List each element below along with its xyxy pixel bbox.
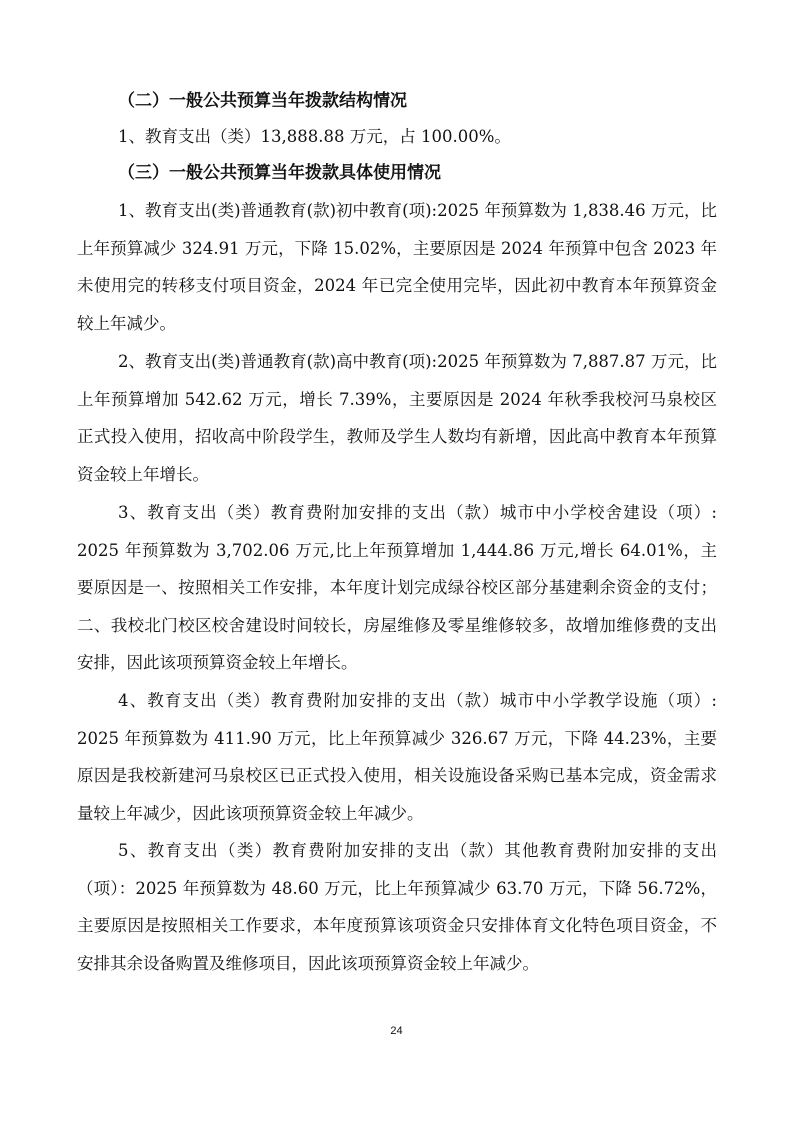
paragraph-senior-high-education: 2、教育支出(类)普通教育(款)高中教育(项):2025 年预算数为 7,887.87 万元，比上年预算增加 542.62 万元，增长 7.39%，主要原因是 2024 年秋季我校河马泉校区正式投入使用，招收高中阶段学生，教师及学生人数均有新增，因此高中教育本年预算资金较上年增长。 [77, 352, 717, 484]
page-number: 24 [390, 1025, 403, 1037]
paragraph-other-education-surcharge: 5、教育支出（类）教育费附加安排的支出（款）其他教育费附加安排的支出（项）：2025 年预算数为 48.60 万元，比上年预算减少 63.70 万元，下降 56.72%，主要原因是按照相关工作要求，本年度预算该项资金只安排体育文化特色项目资金，不安排其余设备购置及维修项目，因此该项预算资金较上年减少。 [77, 841, 717, 973]
paragraph-school-building-construction: 3、教育支出（类）教育费附加安排的支出（款）城市中小学校舍建设（项）: 2025 年预算数为 3,702.06 万元,比上年预算增加 1,444.86 万元,增长 64.01%，主要原因是一、按照相关工作安排，本年度计划完成绿谷校区部分基建剩余资金的支付；二、我校北门校区校舍建设时间较长，房屋维修及零星维修较多，故增加维修费的支出安排，因此该项预算资金较上年增长。 [77, 503, 717, 673]
education-expenditure-total-line: 1、教育支出（类）13,888.88 万元，占 100.00%。 [118, 127, 511, 146]
paragraph-teaching-facilities: 4、教育支出（类）教育费附加安排的支出（款）城市中小学教学设施（项）: 2025 年预算数为 411.90 万元，比上年预算减少 326.67 万元，下降 44.23%，主要原因是我校新建河马泉校区已正式投入使用，相关设施设备采购已基本完成，资金需求量较上年减少，因此该项预算资金较上年减少。 [77, 691, 717, 823]
section-heading-appropriation-usage: （三）一般公共预算当年拨款具体使用情况 [118, 163, 441, 183]
section-heading-appropriation-structure: （二）一般公共预算当年拨款结构情况 [118, 91, 407, 111]
paragraph-junior-high-education: 1、教育支出(类)普通教育(款)初中教育(项):2025 年预算数为 1,838.46 万元，比上年预算减少 324.91 万元，下降 15.02%，主要原因是 2024 年预算中包含 2023 年未使用完的转移支付项目资金，2024 年已完全使用完毕，因此初中教育本年预算资金较上年减少。 [77, 201, 717, 333]
